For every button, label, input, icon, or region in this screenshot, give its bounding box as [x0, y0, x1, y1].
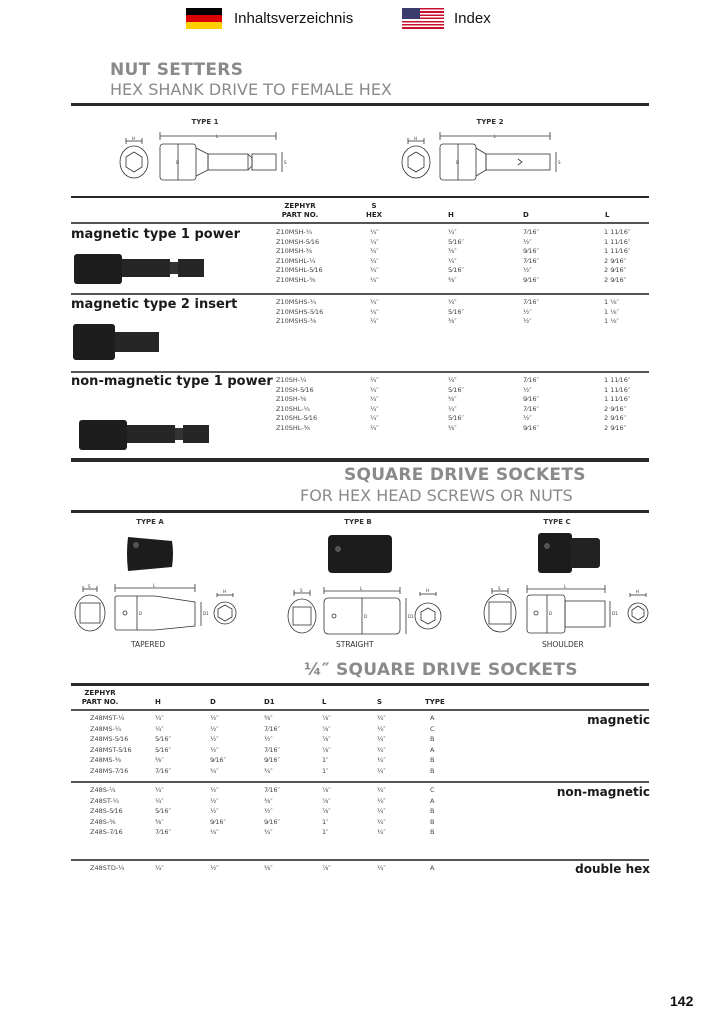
nav-toc-label[interactable]: Inhaltsverzeichnis	[234, 10, 354, 27]
type2-diagram	[400, 128, 600, 188]
s3-cell-type: A	[430, 796, 435, 805]
s1-cell-h: ¼″	[448, 256, 457, 265]
us-flag-icon	[402, 8, 444, 29]
type-c-h-label: H	[636, 589, 640, 594]
s3-group1-rule	[71, 781, 649, 783]
section1-subtitle: HEX SHANK DRIVE TO FEMALE HEX	[110, 80, 392, 99]
s1-cell-part: Z10MSH-⅜	[276, 247, 312, 256]
s3-cell-h: 7⁄16″	[155, 766, 171, 775]
s1-cell-h: 5⁄16″	[448, 385, 464, 394]
s1-cell-l: 2 9⁄16″	[604, 414, 627, 423]
s3-cell-part: Z48STD-¼	[90, 864, 125, 872]
s3-header-s: S	[377, 698, 383, 706]
type-c-caption: SHOULDER	[542, 640, 584, 649]
s3-cell-d1: 7⁄16″	[264, 786, 280, 794]
s1-header-s-line2: HEX	[365, 211, 383, 219]
type1-label: TYPE 1	[191, 118, 219, 126]
type-a-diagram	[75, 583, 255, 638]
type-a-s-label: S	[88, 584, 91, 589]
s3-cell-d1: ½″	[264, 735, 273, 743]
s3-cell-d1: ¾″	[264, 766, 273, 775]
s1-cell-d: ½″	[523, 237, 532, 246]
s3-cell-l: 1″	[322, 817, 329, 826]
s3-cell-h: 5⁄16″	[155, 807, 171, 815]
s3-cell-d1: ⅜″	[264, 864, 273, 872]
s1-cell-part: Z10SHL-¼	[276, 404, 310, 413]
s3-cell-l: ⅞″	[322, 735, 331, 743]
type-a-caption: TAPERED	[131, 640, 166, 649]
s3-cell-h: ¼″	[155, 714, 164, 722]
s3-cell-l: ⅞″	[322, 786, 331, 794]
s1-category-nonmagnetic-type1: non-magnetic type 1 power	[71, 374, 273, 389]
s1-cell-d: 9⁄16″	[523, 424, 539, 432]
s3-cell-d: 9⁄16″	[210, 756, 226, 764]
s1-cell-d: 7⁄16″	[523, 256, 539, 265]
s3-header-part	[74, 689, 126, 707]
s3-cell-d: ½″	[210, 745, 219, 754]
s3-cell-d1: 9⁄16″	[264, 756, 280, 764]
s1-cell-d: 7⁄16″	[523, 404, 539, 413]
s3-cell-part: Z48MS-¼	[90, 724, 122, 733]
section3-rule	[71, 683, 649, 686]
s1-cell-part: Z10MSHS-¼	[276, 298, 317, 306]
s3-cell-s: ¼″	[377, 766, 386, 775]
section2-rule	[71, 510, 649, 513]
type-b-d-label: D	[364, 614, 368, 619]
s1-cell-h: 5⁄16″	[448, 266, 464, 275]
s3-cell-l: 1″	[322, 756, 329, 764]
s3-cell-type: C	[430, 724, 435, 733]
s3-header-type: TYPE	[425, 698, 445, 706]
type1-l-label: L	[216, 134, 219, 139]
s1-cell-part: Z10SHL-5⁄16	[276, 414, 318, 423]
s1-header-rule	[71, 222, 649, 224]
s3-cell-type: A	[430, 714, 435, 722]
s3-cell-l: 1″	[322, 766, 329, 775]
s3-cell-part: Z48S-¼	[90, 786, 116, 794]
s1-cell-h: ⅜″	[448, 395, 457, 404]
s3-cell-s: ¼″	[377, 786, 386, 794]
s1-cell-s: ¼″	[370, 317, 379, 326]
type-a-l-label: L	[153, 583, 156, 588]
s1-header-part-line1: ZEPHYR	[284, 202, 316, 210]
s3-cell-l: ⅞″	[322, 745, 331, 754]
section2-subtitle: FOR HEX HEAD SCREWS OR NUTS	[300, 486, 573, 505]
s1-cell-s: ¼″	[370, 266, 379, 275]
s3-cell-part: Z48MST-5⁄16	[90, 745, 132, 754]
type-b-label: TYPE B	[344, 518, 372, 526]
s1-cell-d: ½″	[523, 266, 532, 275]
section2-title: SQUARE DRIVE SOCKETS	[344, 465, 586, 485]
s3-cell-type: A	[430, 864, 435, 872]
nav-toc-link[interactable]	[186, 6, 366, 30]
type-c-socket-image	[538, 533, 602, 573]
type2-h-label: H	[414, 136, 418, 141]
type-b-h-label: H	[426, 588, 430, 593]
type-b-s-label: S	[300, 588, 303, 593]
s3-cell-l: ⅞″	[322, 807, 331, 815]
s1-cell-s: ¼″	[370, 385, 379, 394]
s1-cell-s: ¼″	[370, 414, 379, 423]
s1-cell-s: ¼″	[370, 256, 379, 265]
s1-cell-s: ¼″	[370, 276, 379, 284]
s3-category-nonmagnetic: non-magnetic	[556, 785, 650, 799]
s3-cell-d1: ⅜″	[264, 796, 273, 805]
s1-cell-h: ¼″	[448, 228, 457, 236]
s3-cell-d1: 7⁄16″	[264, 724, 280, 733]
type-a-d1-label: D1	[203, 611, 209, 616]
type-a-socket-image	[126, 533, 176, 573]
s3-cell-d1: 7⁄16″	[264, 745, 280, 754]
s3-cell-h: 7⁄16″	[155, 828, 171, 836]
nav-index-link[interactable]	[402, 6, 502, 30]
section1-rule	[71, 103, 649, 106]
s1-cell-part: Z10MSHS-⅜	[276, 317, 317, 326]
s1-cell-d: ½″	[523, 414, 532, 423]
s3-cell-s: ¼″	[377, 796, 386, 805]
s3-cell-d1: ⅜″	[264, 714, 273, 722]
s3-cell-type: B	[430, 735, 435, 743]
s3-cell-part: Z48S-5⁄16	[90, 807, 123, 815]
s1-cell-part: Z10SH-¼	[276, 376, 307, 384]
s1-cell-part: Z10MSHL-5⁄16	[276, 266, 323, 275]
s3-cell-h: ¼″	[155, 724, 164, 733]
s3-group2-rule	[71, 859, 649, 861]
s1-cell-d: ½″	[523, 317, 532, 326]
type-c-d-label: D	[549, 611, 553, 616]
s1-cell-s: ¼″	[370, 404, 379, 413]
s1-category-magnetic-type2: magnetic type 2 insert	[71, 297, 238, 312]
s3-cell-type: B	[430, 807, 435, 815]
type-c-d1-label: D1	[612, 611, 618, 616]
s1-cell-d: 9⁄16″	[523, 276, 539, 284]
s3-cell-d: ½″	[210, 786, 219, 794]
type-c-l-label: L	[564, 584, 567, 589]
s1-cell-l: 1 11⁄16″	[604, 237, 631, 246]
s1-cell-part: Z10MSH-5⁄16	[276, 237, 320, 246]
s3-cell-part: Z48MS-7⁄16	[90, 766, 129, 775]
s3-cell-s: ¼″	[377, 756, 386, 764]
s1-cell-l: 2 9⁄16″	[604, 256, 627, 265]
type-a-h-label: H	[223, 589, 227, 594]
s1-cell-l: 1 ⅛″	[604, 307, 619, 316]
type-c-s-label: S	[498, 586, 501, 591]
type-b-d1-label: D1	[408, 614, 414, 619]
s3-cell-l: ⅞″	[322, 724, 331, 733]
s1-cell-d: 9⁄16″	[523, 395, 539, 404]
s1-cell-h: 5⁄16″	[448, 414, 464, 423]
s3-header-d1: D1	[264, 698, 275, 706]
s1-header-d: D	[523, 211, 529, 219]
type-c-diagram	[482, 585, 662, 640]
s1-cell-s: ¼″	[370, 307, 379, 316]
s3-category-magnetic: magnetic	[587, 713, 650, 727]
s1-cell-part: Z10SHL-⅜	[276, 424, 310, 432]
s1-category-magnetic-type1: magnetic type 1 power	[71, 227, 240, 242]
type1-d-label: D	[176, 160, 180, 165]
s3-cell-type: C	[430, 786, 435, 794]
s3-cell-d: ½″	[210, 807, 219, 815]
s1-cell-d: ½″	[523, 385, 532, 394]
section1-title: NUT SETTERS	[110, 60, 244, 80]
s1-cell-l: 2 9⁄16″	[604, 266, 627, 275]
nonmagnetic-type1-nut-setter-image	[79, 420, 211, 450]
s1-header-part-line2: PART NO.	[281, 211, 319, 219]
magnetic-type2-nut-setter-image	[73, 324, 163, 360]
s1-cell-h: ¼″	[448, 404, 457, 413]
s3-cell-h: ⅜″	[155, 817, 164, 826]
s3-cell-part: Z48MST-¼	[90, 714, 125, 722]
s1-cell-part: Z10MSHL-¼	[276, 256, 316, 265]
type-c-label: TYPE C	[543, 518, 571, 526]
s1-cell-d: 7⁄16″	[523, 228, 539, 236]
s1-cell-s: ¼″	[370, 395, 379, 404]
s1-cell-h: 5⁄16″	[448, 237, 464, 246]
s3-header-l: L	[322, 698, 327, 706]
s3-cell-l: ⅞″	[322, 864, 331, 872]
s1-cell-h: ⅜″	[448, 424, 457, 432]
type-a-d-label: D	[139, 611, 143, 616]
s3-cell-part: Z48MS-5⁄16	[90, 735, 129, 743]
s1-cell-h: ⅜″	[448, 317, 457, 326]
type-b-socket-image	[328, 535, 392, 573]
type1-s-label: S	[284, 160, 287, 165]
s3-header-d: D	[210, 698, 216, 706]
s1-header-part	[275, 202, 325, 220]
s1-cell-s: ¼″	[370, 298, 379, 306]
s1-cell-h: ⅜″	[448, 247, 457, 256]
s3-cell-h: 5⁄16″	[155, 735, 171, 743]
s1-cell-l: 1 11⁄16″	[604, 376, 631, 384]
s3-header-part-line1: ZEPHYR	[84, 689, 116, 697]
s3-cell-d: ½″	[210, 735, 219, 743]
s1-cell-s: ¼″	[370, 228, 379, 236]
s3-cell-d: 9⁄16″	[210, 817, 226, 826]
type-b-caption: STRAIGHT	[336, 640, 374, 649]
s3-header-rule	[71, 709, 649, 711]
s3-cell-type: B	[430, 766, 435, 775]
s1-group1-rule	[71, 293, 649, 295]
s3-cell-s: ¼″	[377, 817, 386, 826]
s3-cell-h: ¼″	[155, 796, 164, 805]
s1-cell-d: 7⁄16″	[523, 376, 539, 384]
section1-bottom-rule	[71, 458, 649, 462]
s1-header-s	[362, 202, 386, 220]
s1-cell-d: ½″	[523, 307, 532, 316]
s3-cell-d: ¾″	[210, 766, 219, 775]
s3-cell-type: A	[430, 745, 435, 754]
s1-cell-s: ¼″	[370, 376, 379, 384]
s3-cell-d: ½″	[210, 714, 219, 722]
s3-cell-part: Z48MS-⅜	[90, 756, 122, 764]
s3-cell-h: 5⁄16″	[155, 745, 171, 754]
s3-cell-l: ⅞″	[322, 796, 331, 805]
s1-cell-l: 1 11⁄16″	[604, 395, 631, 404]
s3-category-double-hex: double hex	[575, 862, 650, 876]
s3-cell-d1: ½″	[264, 807, 273, 815]
s3-cell-s: ¼″	[377, 735, 386, 743]
s1-cell-part: Z10MSHS-5⁄16	[276, 307, 324, 316]
s3-cell-s: ¼″	[377, 745, 386, 754]
type2-l-label: L	[494, 134, 497, 139]
s1-cell-part: Z10SH-5⁄16	[276, 385, 314, 394]
s3-cell-s: ¼″	[377, 828, 386, 836]
s3-cell-s: ¼″	[377, 864, 386, 872]
s1-cell-part: Z10MSHL-⅜	[276, 276, 316, 284]
s1-header-l: L	[605, 211, 610, 219]
s1-cell-part: Z10MSH-¼	[276, 228, 312, 236]
s1-cell-d: 9⁄16″	[523, 247, 539, 256]
s1-cell-s: ¼″	[370, 247, 379, 256]
s3-cell-h: ¼″	[155, 786, 164, 794]
s3-cell-d1: ¾″	[264, 828, 273, 836]
s1-cell-s: ¼″	[370, 237, 379, 246]
s3-cell-d: ¾″	[210, 828, 219, 836]
s1-cell-h: ¼″	[448, 376, 457, 384]
s3-cell-l: ⅞″	[322, 714, 331, 722]
s3-cell-type: B	[430, 828, 435, 836]
s3-cell-type: B	[430, 817, 435, 826]
type2-label: TYPE 2	[476, 118, 504, 126]
s3-cell-type: B	[430, 756, 435, 764]
type2-d-label: D	[456, 160, 460, 165]
nav-index-label[interactable]: Index	[454, 10, 491, 27]
page-number: 142	[670, 993, 694, 1009]
s3-cell-h: ⅜″	[155, 756, 164, 764]
s1-cell-l: 1 11⁄16″	[604, 228, 631, 236]
s3-cell-part: Z48S-⅜	[90, 817, 116, 826]
s1-header-h: H	[448, 211, 454, 219]
s3-cell-h: ¼″	[155, 864, 164, 872]
s3-cell-part: Z48ST-¼	[90, 796, 119, 805]
s3-cell-d: ½″	[210, 796, 219, 805]
s1-cell-h: ¼″	[448, 298, 457, 306]
s1-cell-l: 2 9⁄16″	[604, 424, 627, 432]
s3-cell-s: ¼″	[377, 714, 386, 722]
s3-cell-part: Z48S-7⁄16	[90, 828, 123, 836]
s1-cell-l: 2 9⁄16″	[604, 276, 627, 284]
section3-title: ¼″ SQUARE DRIVE SOCKETS	[304, 660, 578, 680]
magnetic-type1-nut-setter-image	[74, 254, 206, 284]
s1-cell-d: 7⁄16″	[523, 298, 539, 306]
german-flag-icon	[186, 8, 222, 29]
s1-cell-l: 2 9⁄16″	[604, 404, 627, 413]
s1-cell-l: 1 ⅛″	[604, 298, 619, 306]
section1-table-top-rule	[71, 196, 649, 198]
type-b-l-label: L	[360, 586, 363, 591]
s3-cell-s: ¼″	[377, 807, 386, 815]
s3-cell-d1: 9⁄16″	[264, 817, 280, 826]
type-b-diagram	[288, 586, 448, 645]
s1-cell-h: ⅜″	[448, 276, 457, 284]
type-a-label: TYPE A	[136, 518, 164, 526]
type1-diagram	[120, 128, 320, 188]
type1-h-label: H	[132, 136, 136, 141]
s3-cell-d: ½″	[210, 724, 219, 733]
s1-cell-l: 1 11⁄16″	[604, 247, 631, 256]
s3-cell-d: ½″	[210, 864, 219, 872]
s1-cell-h: 5⁄16″	[448, 307, 464, 316]
s1-group2-rule	[71, 371, 649, 373]
s3-header-part-line2: PART NO.	[81, 698, 119, 706]
s1-cell-part: Z10SH-⅜	[276, 395, 307, 404]
s1-cell-l: 1 11⁄16″	[604, 385, 631, 394]
s3-header-h: H	[155, 698, 161, 706]
s3-cell-l: 1″	[322, 828, 329, 836]
type2-s-label: S	[558, 160, 561, 165]
s1-cell-s: ¼″	[370, 424, 379, 432]
s3-cell-s: ¼″	[377, 724, 386, 733]
s1-header-s-line1: S	[371, 202, 377, 210]
s1-cell-l: 1 ⅛″	[604, 317, 619, 326]
